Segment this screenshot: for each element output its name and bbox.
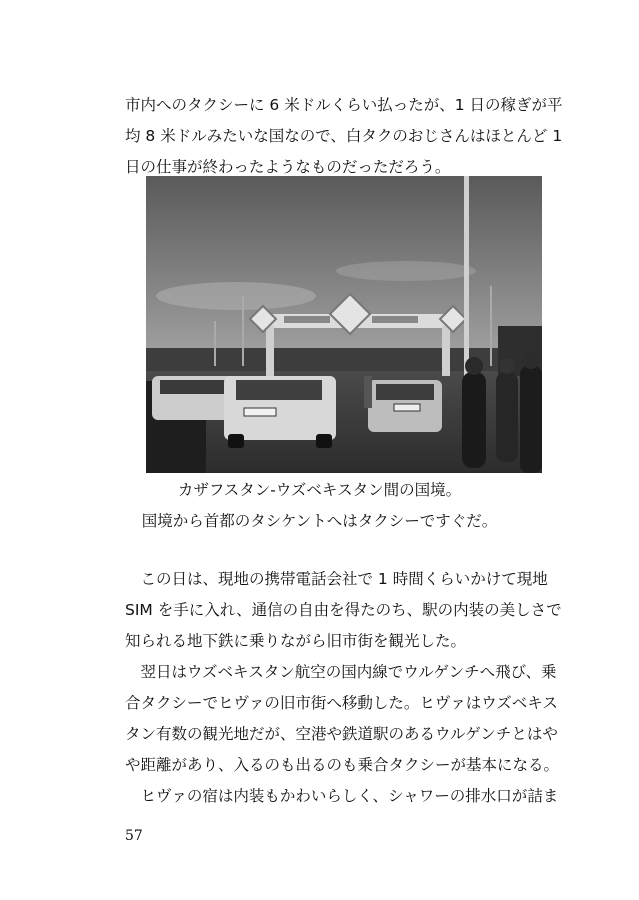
text-line: 翌日はウズベキスタン航空の国内線でウルゲンチへ飛び、乗 — [125, 663, 557, 681]
text-line: 市内へのタクシーに 6 米ドルくらい払ったが、1 日の稼ぎが平 — [125, 96, 563, 114]
border-crossing-photo — [146, 176, 542, 473]
text-line: 均 8 米ドルみたいな国なので、白タクのおじさんはほとんど 1 — [125, 127, 563, 145]
paragraph-1 — [125, 90, 575, 183]
page-number: 57 — [125, 828, 143, 844]
text-line: SIM を手に入れ、通信の自由を得たのち、駅の内装の美しさで — [125, 601, 562, 619]
text-line: ヒヴァの宿は内装もかわいらしく、シャワーの排水口が詰ま — [125, 787, 559, 805]
text-line: 知られる地下鉄に乗りながら旧市街を観光した。 — [125, 632, 467, 650]
text-line: この日は、現地の携帯電話会社で 1 時間くらいかけて現地 — [125, 570, 548, 588]
photo-caption-2: 国境から首都のタシケントへはタクシーですぐだ。 — [141, 512, 498, 530]
text-line: 合タクシーでヒヴァの旧市街へ移動した。ヒヴァはウズベキス — [125, 694, 558, 712]
text-line: 日の仕事が終わったようなものだっただろう。 — [125, 158, 451, 176]
photo-caption: カザフスタン-ウズベキスタン間の国境。 — [177, 481, 462, 499]
text-line: や距離があり、入るのも出るのも乗合タクシーが基本になる。 — [125, 756, 560, 774]
text-line: タン有数の観光地だが、空港や鉄道駅のあるウルゲンチとはや — [125, 725, 558, 743]
paragraph-2 — [125, 564, 575, 812]
